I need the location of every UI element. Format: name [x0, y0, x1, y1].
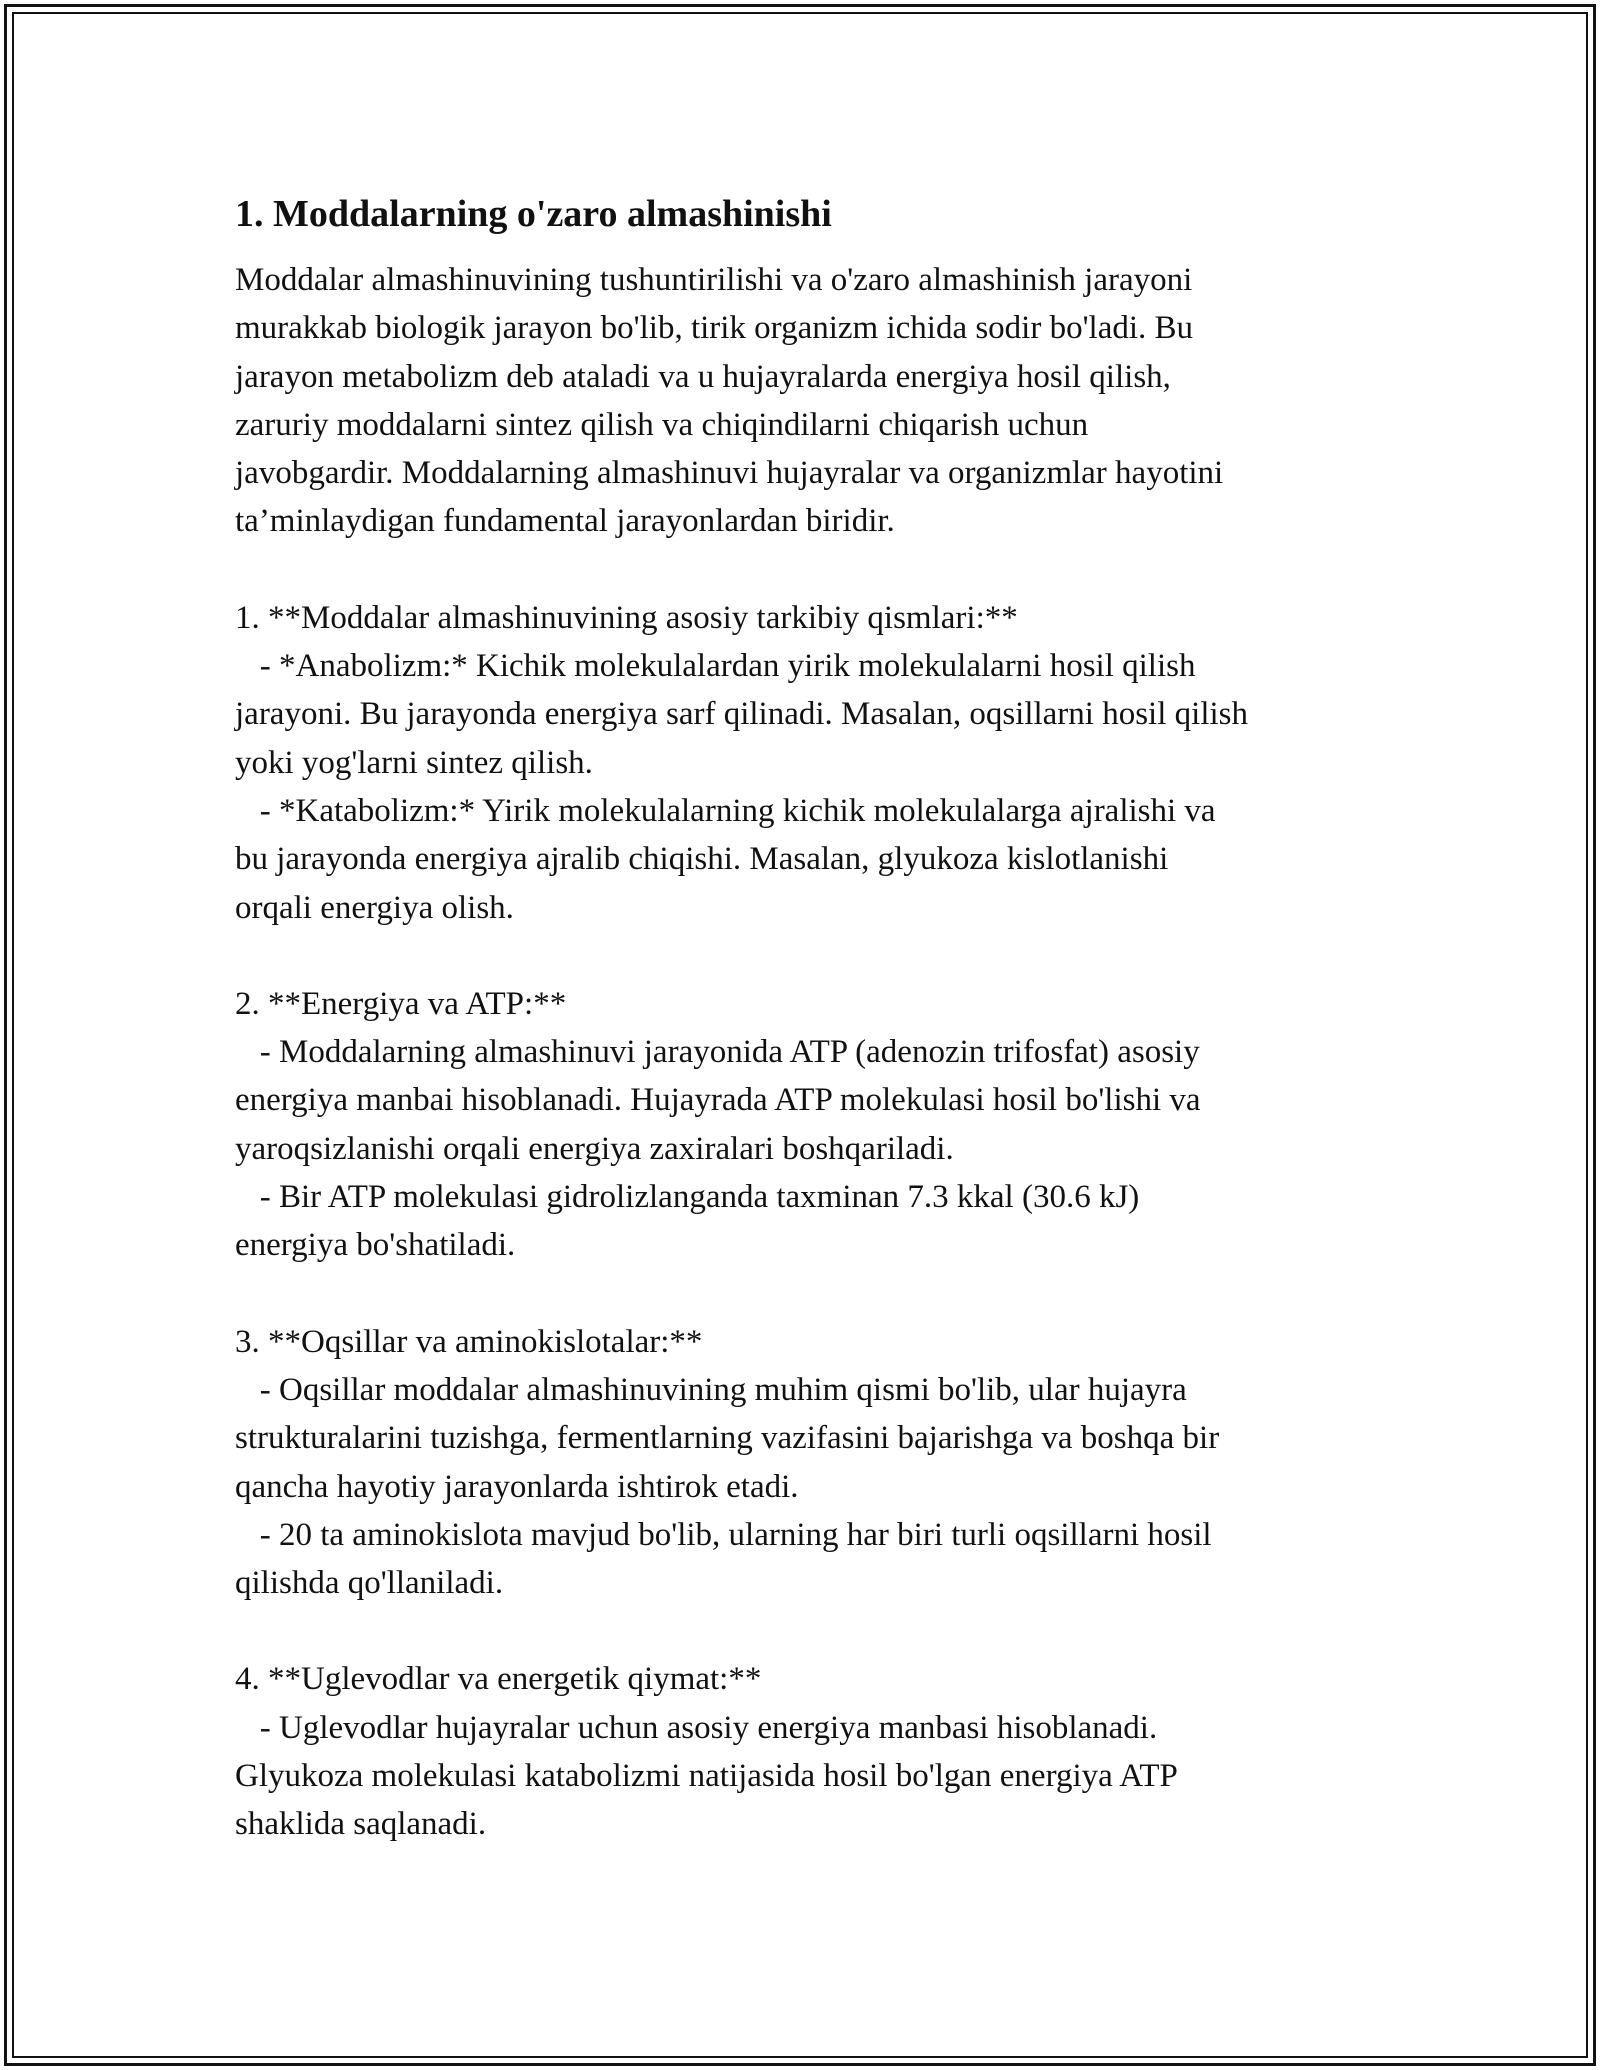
section-energy-atp: 2. **Energiya va ATP:** - Moddalarning almashinuvi jarayonida ATP (adenozin trifosfat) asosiy energiya manbai hisoblanadi. Hujayrada ATP molekulasi hosil bo'lishi va yaroqsizlanishi orqali energiya zaxiralari boshqariladi. - Bir ATP molekulasi gidrolizlanganda taxminan 7.3 kkal (30.6 kJ) energiya bo'shatiladi.: [235, 985, 1201, 1264]
paragraph-gap: [235, 1607, 1395, 1655]
paragraph-gap: [235, 546, 1395, 594]
document-title: 1. Moddalarning o'zaro almashinishi: [235, 193, 832, 235]
section-carbohydrates: 4. **Uglevodlar va energetik qiymat:** - Uglevodlar hujayralar uchun asosiy energiya manbasi hisoblanadi. Glyukoza molekulasi katabolizmi natijasida hosil bo'lgan energiya ATP shaklida saqlanadi.: [235, 1661, 1178, 1843]
paragraph-gap: [235, 1270, 1395, 1318]
section-proteins: 3. **Oqsillar va aminokislotalar:** - Oqsillar moddalar almashinuvining muhim qismi bo'lib, ular hujayra strukturalarini tuzishga, fermentlarning vazifasini bajarishga va boshqa bir qancha hayotiy jarayonlarda ishtirok etadi. - 20 ta aminokislota mavjud bo'lib, ularning har biri turli oqsillarni hosil qilishda qo'llaniladi.: [235, 1323, 1220, 1602]
intro-paragraph: Moddalar almashinuvining tushuntirilishi va o'zaro almashinish jarayoni murakkab biologik jarayon bo'lib, tirik organizm ichida sodir bo'ladi. Bu jarayon metabolizm deb ataladi va u hujayralarda energiya hosil qilish, zaruriy moddalarni sintez qilish va chiqindilarni chiqarish uchun javobgardir. Moddalarning almashinuvi hujayralar va organizmlar hayotini ta’minlaydigan fundamental jarayonlardan biridir.: [235, 262, 1224, 540]
section-components: 1. **Moddalar almashinuvining asosiy tarkibiy qismlari:** - *Anabolizm:* Kichik molekulalardan yirik molekulalarni hosil qilish jarayoni. Bu jarayonda energiya sarf qilinadi. Masalan, oqsillarni hosil qilish yoki yog'larni sintez qilish. - *Katabolizm:* Yirik molekulalarning kichik molekulalarga ajralishi va bu jarayonda energiya ajralib chiqishi. Masalan, glyukoza kislotlanishi orqali energiya olish.: [235, 599, 1248, 926]
document-body: [235, 186, 1395, 1849]
paragraph-gap: [235, 932, 1395, 980]
